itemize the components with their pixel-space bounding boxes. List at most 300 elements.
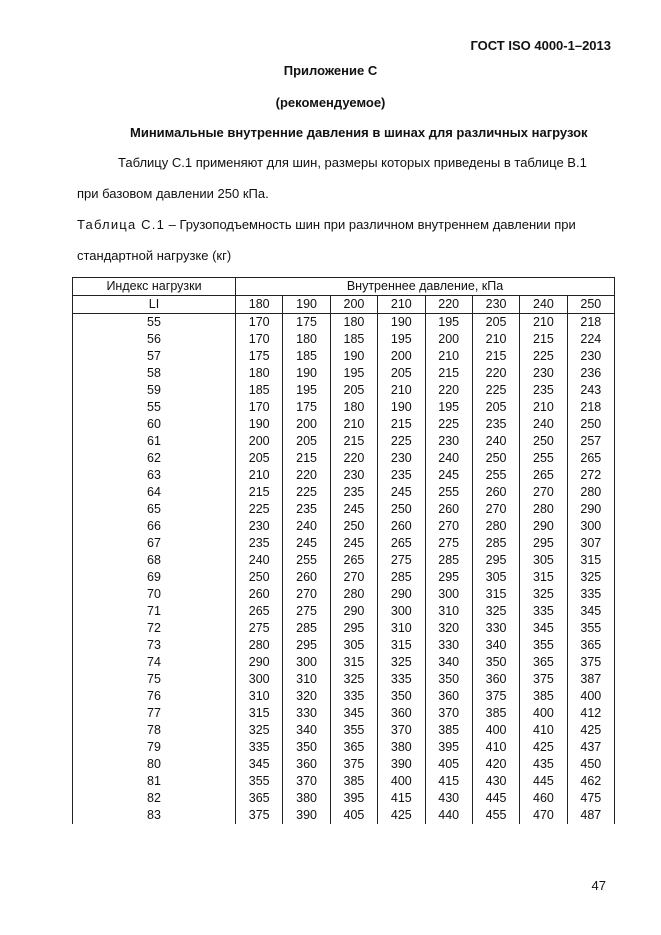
load-value-cell: 340 (425, 654, 472, 671)
load-value-cell: 365 (520, 654, 567, 671)
load-value-cell: 430 (472, 773, 519, 790)
table-row (73, 399, 615, 416)
pressure-header-cell: 240 (520, 296, 567, 314)
load-value-cell: 315 (378, 637, 425, 654)
pressure-header-cell: 210 (378, 296, 425, 314)
load-value-cell: 375 (567, 654, 614, 671)
load-value-cell: 235 (283, 501, 330, 518)
load-value-cell: 245 (330, 501, 377, 518)
load-value-cell: 255 (472, 467, 519, 484)
load-value-cell: 225 (236, 501, 283, 518)
load-value-cell: 370 (283, 773, 330, 790)
pressure-header-cell: 180 (236, 296, 283, 314)
load-value-cell: 300 (567, 518, 614, 535)
load-value-cell: 335 (567, 586, 614, 603)
load-value-cell: 215 (472, 348, 519, 365)
load-value-cell: 435 (520, 756, 567, 773)
load-value-cell: 220 (283, 467, 330, 484)
load-value-cell: 445 (520, 773, 567, 790)
load-value-cell: 380 (378, 739, 425, 756)
table-row (73, 688, 615, 705)
load-value-cell: 310 (236, 688, 283, 705)
load-value-cell: 175 (236, 348, 283, 365)
load-value-cell: 365 (567, 637, 614, 654)
table-caption-line-2: стандартной нагрузке (кг) (77, 248, 232, 263)
load-value-cell: 415 (425, 773, 472, 790)
load-value-cell: 180 (330, 399, 377, 416)
appendix-title: Приложение С (283, 63, 378, 78)
appendix-heading: Минимальные внутренние давления в шинах для различных нагрузок (130, 125, 588, 140)
load-index-cell: 68 (73, 552, 236, 569)
load-value-cell: 355 (236, 773, 283, 790)
load-value-cell: 285 (472, 535, 519, 552)
load-value-cell: 380 (283, 790, 330, 807)
load-value-cell: 200 (425, 331, 472, 348)
load-value-cell: 370 (378, 722, 425, 739)
table-row (73, 314, 615, 332)
load-index-cell: 79 (73, 739, 236, 756)
load-value-cell: 195 (425, 399, 472, 416)
load-value-cell: 320 (425, 620, 472, 637)
load-value-cell: 236 (567, 365, 614, 382)
load-value-cell: 335 (330, 688, 377, 705)
table-row (73, 773, 615, 790)
load-value-cell: 215 (425, 365, 472, 382)
table-caption-label: Таблица С.1 (77, 217, 166, 232)
load-value-cell: 225 (520, 348, 567, 365)
load-value-cell: 210 (472, 331, 519, 348)
load-value-cell: 240 (236, 552, 283, 569)
load-value-cell: 210 (425, 348, 472, 365)
load-index-cell: 76 (73, 688, 236, 705)
load-value-cell: 235 (378, 467, 425, 484)
load-value-cell: 265 (520, 467, 567, 484)
table-row (73, 705, 615, 722)
intro-line-1: Таблицу С.1 применяют для шин, размеры которых приведены в таблице В.1 (118, 155, 587, 170)
load-value-cell: 195 (425, 314, 472, 332)
load-value-cell: 315 (472, 586, 519, 603)
load-value-cell: 235 (236, 535, 283, 552)
load-value-cell: 200 (378, 348, 425, 365)
load-value-cell: 437 (567, 739, 614, 756)
load-value-cell: 350 (425, 671, 472, 688)
table-row (73, 756, 615, 773)
load-value-cell: 245 (330, 535, 377, 552)
load-value-cell: 400 (520, 705, 567, 722)
load-value-cell: 285 (378, 569, 425, 586)
load-value-cell: 340 (472, 637, 519, 654)
load-value-cell: 210 (520, 314, 567, 332)
load-value-cell: 270 (283, 586, 330, 603)
load-value-cell: 350 (472, 654, 519, 671)
load-value-cell: 200 (283, 416, 330, 433)
load-value-cell: 215 (520, 331, 567, 348)
table-row (73, 637, 615, 654)
load-value-cell: 320 (283, 688, 330, 705)
load-index-cell: 69 (73, 569, 236, 586)
load-value-cell: 235 (330, 484, 377, 501)
load-value-cell: 275 (378, 552, 425, 569)
load-value-cell: 295 (472, 552, 519, 569)
load-value-cell: 205 (472, 399, 519, 416)
load-index-abbrev: LI (73, 296, 236, 314)
load-value-cell: 265 (236, 603, 283, 620)
load-value-cell: 315 (567, 552, 614, 569)
load-value-cell: 355 (520, 637, 567, 654)
load-value-cell: 245 (378, 484, 425, 501)
pressure-group-header: Внутреннее давление, кПа (236, 278, 615, 296)
table-row (73, 467, 615, 484)
load-value-cell: 225 (283, 484, 330, 501)
load-value-cell: 290 (330, 603, 377, 620)
load-value-cell: 230 (330, 467, 377, 484)
load-value-cell: 285 (425, 552, 472, 569)
load-value-cell: 225 (425, 416, 472, 433)
load-value-cell: 445 (472, 790, 519, 807)
load-value-cell: 255 (520, 450, 567, 467)
load-value-cell: 190 (378, 399, 425, 416)
load-value-cell: 270 (425, 518, 472, 535)
table-row (73, 807, 615, 824)
load-value-cell: 310 (425, 603, 472, 620)
load-value-cell: 335 (520, 603, 567, 620)
load-value-cell: 360 (283, 756, 330, 773)
load-value-cell: 195 (283, 382, 330, 399)
load-value-cell: 275 (236, 620, 283, 637)
load-value-cell: 412 (567, 705, 614, 722)
load-value-cell: 300 (378, 603, 425, 620)
table-row (73, 382, 615, 399)
load-index-header: Индекс нагрузки (73, 278, 236, 296)
load-value-cell: 215 (236, 484, 283, 501)
load-value-cell: 295 (283, 637, 330, 654)
load-value-cell: 460 (520, 790, 567, 807)
load-index-cell: 59 (73, 382, 236, 399)
load-value-cell: 410 (472, 739, 519, 756)
load-value-cell: 325 (330, 671, 377, 688)
load-value-cell: 270 (330, 569, 377, 586)
load-value-cell: 280 (520, 501, 567, 518)
table-caption-text: – Грузоподъемность шин при различном внутреннем давлении при (165, 217, 576, 232)
load-value-cell: 170 (236, 399, 283, 416)
load-index-cell: 65 (73, 501, 236, 518)
table-row (73, 416, 615, 433)
load-value-cell: 345 (520, 620, 567, 637)
table-row (73, 518, 615, 535)
load-value-cell: 265 (378, 535, 425, 552)
load-value-cell: 250 (378, 501, 425, 518)
load-index-cell: 66 (73, 518, 236, 535)
load-value-cell: 300 (236, 671, 283, 688)
load-value-cell: 230 (236, 518, 283, 535)
load-index-cell: 55 (73, 399, 236, 416)
load-value-cell: 425 (378, 807, 425, 824)
load-value-cell: 250 (520, 433, 567, 450)
load-value-cell: 325 (472, 603, 519, 620)
load-value-cell: 224 (567, 331, 614, 348)
load-value-cell: 325 (567, 569, 614, 586)
table-row (73, 535, 615, 552)
load-value-cell: 260 (378, 518, 425, 535)
table-row (73, 671, 615, 688)
load-value-cell: 290 (567, 501, 614, 518)
load-value-cell: 218 (567, 314, 614, 332)
load-value-cell: 218 (567, 399, 614, 416)
table-row (73, 365, 615, 382)
load-index-cell: 83 (73, 807, 236, 824)
load-value-cell: 235 (520, 382, 567, 399)
appendix-status: (рекомендуемое) (275, 95, 386, 110)
load-value-cell: 280 (567, 484, 614, 501)
load-value-cell: 450 (567, 756, 614, 773)
load-index-cell: 74 (73, 654, 236, 671)
load-value-cell: 365 (330, 739, 377, 756)
load-value-cell: 475 (567, 790, 614, 807)
load-value-cell: 270 (520, 484, 567, 501)
table-row (73, 586, 615, 603)
load-value-cell: 395 (425, 739, 472, 756)
load-value-cell: 260 (236, 586, 283, 603)
load-value-cell: 270 (472, 501, 519, 518)
load-value-cell: 290 (378, 586, 425, 603)
load-value-cell: 400 (472, 722, 519, 739)
load-value-cell: 405 (425, 756, 472, 773)
load-value-cell: 195 (330, 365, 377, 382)
table-row (73, 739, 615, 756)
load-value-cell: 360 (425, 688, 472, 705)
load-index-cell: 64 (73, 484, 236, 501)
load-value-cell: 295 (520, 535, 567, 552)
load-value-cell: 240 (520, 416, 567, 433)
load-value-cell: 305 (330, 637, 377, 654)
load-index-cell: 63 (73, 467, 236, 484)
load-value-cell: 205 (236, 450, 283, 467)
load-value-cell: 250 (567, 416, 614, 433)
load-index-cell: 67 (73, 535, 236, 552)
load-index-cell: 58 (73, 365, 236, 382)
load-value-cell: 360 (472, 671, 519, 688)
load-value-cell: 215 (330, 433, 377, 450)
load-value-cell: 330 (283, 705, 330, 722)
load-value-cell: 185 (283, 348, 330, 365)
table-row (73, 620, 615, 637)
load-value-cell: 243 (567, 382, 614, 399)
load-value-cell: 180 (283, 331, 330, 348)
load-value-cell: 205 (330, 382, 377, 399)
load-value-cell: 275 (425, 535, 472, 552)
load-value-cell: 470 (520, 807, 567, 824)
load-value-cell: 375 (472, 688, 519, 705)
load-value-cell: 260 (283, 569, 330, 586)
load-value-cell: 350 (378, 688, 425, 705)
load-value-cell: 315 (236, 705, 283, 722)
load-value-cell: 220 (425, 382, 472, 399)
load-value-cell: 305 (520, 552, 567, 569)
load-value-cell: 180 (330, 314, 377, 332)
load-value-cell: 175 (283, 314, 330, 332)
load-value-cell: 230 (378, 450, 425, 467)
load-value-cell: 220 (472, 365, 519, 382)
table-header-row-1 (73, 278, 615, 296)
load-value-cell: 255 (425, 484, 472, 501)
load-value-cell: 250 (330, 518, 377, 535)
load-index-cell: 70 (73, 586, 236, 603)
load-value-cell: 190 (283, 365, 330, 382)
load-value-cell: 375 (330, 756, 377, 773)
load-value-cell: 170 (236, 331, 283, 348)
load-value-cell: 215 (378, 416, 425, 433)
load-value-cell: 265 (567, 450, 614, 467)
load-index-cell: 71 (73, 603, 236, 620)
table-row (73, 450, 615, 467)
load-value-cell: 250 (472, 450, 519, 467)
load-value-cell: 330 (425, 637, 472, 654)
load-value-cell: 300 (425, 586, 472, 603)
load-value-cell: 280 (236, 637, 283, 654)
pressure-header-cell: 250 (567, 296, 614, 314)
load-value-cell: 345 (330, 705, 377, 722)
table-body (73, 314, 615, 825)
load-value-cell: 265 (330, 552, 377, 569)
load-value-cell: 260 (425, 501, 472, 518)
load-value-cell: 195 (378, 331, 425, 348)
load-value-cell: 335 (236, 739, 283, 756)
load-value-cell: 305 (472, 569, 519, 586)
load-value-cell: 205 (283, 433, 330, 450)
load-value-cell: 220 (330, 450, 377, 467)
load-value-cell: 355 (567, 620, 614, 637)
load-value-cell: 370 (425, 705, 472, 722)
table-row (73, 790, 615, 807)
load-value-cell: 280 (472, 518, 519, 535)
load-value-cell: 390 (378, 756, 425, 773)
load-value-cell: 350 (283, 739, 330, 756)
load-value-cell: 340 (283, 722, 330, 739)
load-value-cell: 210 (236, 467, 283, 484)
table-row (73, 348, 615, 365)
load-value-cell: 210 (520, 399, 567, 416)
load-value-cell: 245 (283, 535, 330, 552)
load-value-cell: 325 (236, 722, 283, 739)
load-value-cell: 400 (378, 773, 425, 790)
load-value-cell: 180 (236, 365, 283, 382)
load-value-cell: 440 (425, 807, 472, 824)
load-value-cell: 375 (520, 671, 567, 688)
load-value-cell: 290 (236, 654, 283, 671)
table-row (73, 501, 615, 518)
load-value-cell: 185 (330, 331, 377, 348)
load-value-cell: 385 (425, 722, 472, 739)
load-value-cell: 190 (236, 416, 283, 433)
table-header-row-2 (73, 296, 615, 314)
load-value-cell: 240 (472, 433, 519, 450)
load-value-cell: 385 (330, 773, 377, 790)
load-value-cell: 330 (472, 620, 519, 637)
load-value-cell: 345 (567, 603, 614, 620)
load-index-cell: 55 (73, 314, 236, 332)
load-value-cell: 390 (283, 807, 330, 824)
load-index-cell: 57 (73, 348, 236, 365)
load-index-cell: 73 (73, 637, 236, 654)
load-value-cell: 240 (283, 518, 330, 535)
load-value-cell: 230 (425, 433, 472, 450)
page-number: 47 (591, 878, 606, 893)
load-value-cell: 200 (236, 433, 283, 450)
load-index-cell: 61 (73, 433, 236, 450)
pressure-header-cell: 230 (472, 296, 519, 314)
load-value-cell: 360 (378, 705, 425, 722)
load-value-cell: 315 (330, 654, 377, 671)
table-row (73, 484, 615, 501)
load-value-cell: 175 (283, 399, 330, 416)
load-value-cell: 387 (567, 671, 614, 688)
load-index-cell: 62 (73, 450, 236, 467)
load-value-cell: 170 (236, 314, 283, 332)
load-value-cell: 215 (283, 450, 330, 467)
table-row (73, 654, 615, 671)
load-value-cell: 385 (472, 705, 519, 722)
load-value-cell: 275 (283, 603, 330, 620)
load-capacity-table (72, 277, 615, 824)
load-value-cell: 355 (330, 722, 377, 739)
load-index-cell: 60 (73, 416, 236, 433)
intro-line-2: при базовом давлении 250 кПа. (77, 186, 269, 201)
load-value-cell: 430 (425, 790, 472, 807)
load-value-cell: 487 (567, 807, 614, 824)
load-index-cell: 75 (73, 671, 236, 688)
load-value-cell: 325 (520, 586, 567, 603)
pressure-header-cell: 220 (425, 296, 472, 314)
load-value-cell: 405 (330, 807, 377, 824)
load-value-cell: 455 (472, 807, 519, 824)
load-value-cell: 257 (567, 433, 614, 450)
pressure-header-cell: 190 (283, 296, 330, 314)
load-value-cell: 395 (330, 790, 377, 807)
load-index-cell: 78 (73, 722, 236, 739)
load-value-cell: 245 (425, 467, 472, 484)
load-value-cell: 290 (520, 518, 567, 535)
load-value-cell: 190 (330, 348, 377, 365)
load-value-cell: 425 (567, 722, 614, 739)
load-value-cell: 280 (330, 586, 377, 603)
load-index-cell: 81 (73, 773, 236, 790)
load-value-cell: 230 (520, 365, 567, 382)
load-value-cell: 272 (567, 467, 614, 484)
load-value-cell: 425 (520, 739, 567, 756)
table-row (73, 331, 615, 348)
load-value-cell: 295 (425, 569, 472, 586)
load-value-cell: 335 (378, 671, 425, 688)
load-value-cell: 415 (378, 790, 425, 807)
load-value-cell: 240 (425, 450, 472, 467)
table-row (73, 722, 615, 739)
load-value-cell: 210 (330, 416, 377, 433)
load-value-cell: 210 (378, 382, 425, 399)
load-index-cell: 72 (73, 620, 236, 637)
load-value-cell: 205 (378, 365, 425, 382)
standard-designation: ГОСТ ISO 4000-1–2013 (470, 38, 611, 53)
load-value-cell: 225 (472, 382, 519, 399)
load-value-cell: 185 (236, 382, 283, 399)
table-row (73, 569, 615, 586)
table-row (73, 552, 615, 569)
load-index-cell: 77 (73, 705, 236, 722)
load-value-cell: 325 (378, 654, 425, 671)
load-value-cell: 225 (378, 433, 425, 450)
load-index-cell: 80 (73, 756, 236, 773)
table-row (73, 603, 615, 620)
load-value-cell: 307 (567, 535, 614, 552)
